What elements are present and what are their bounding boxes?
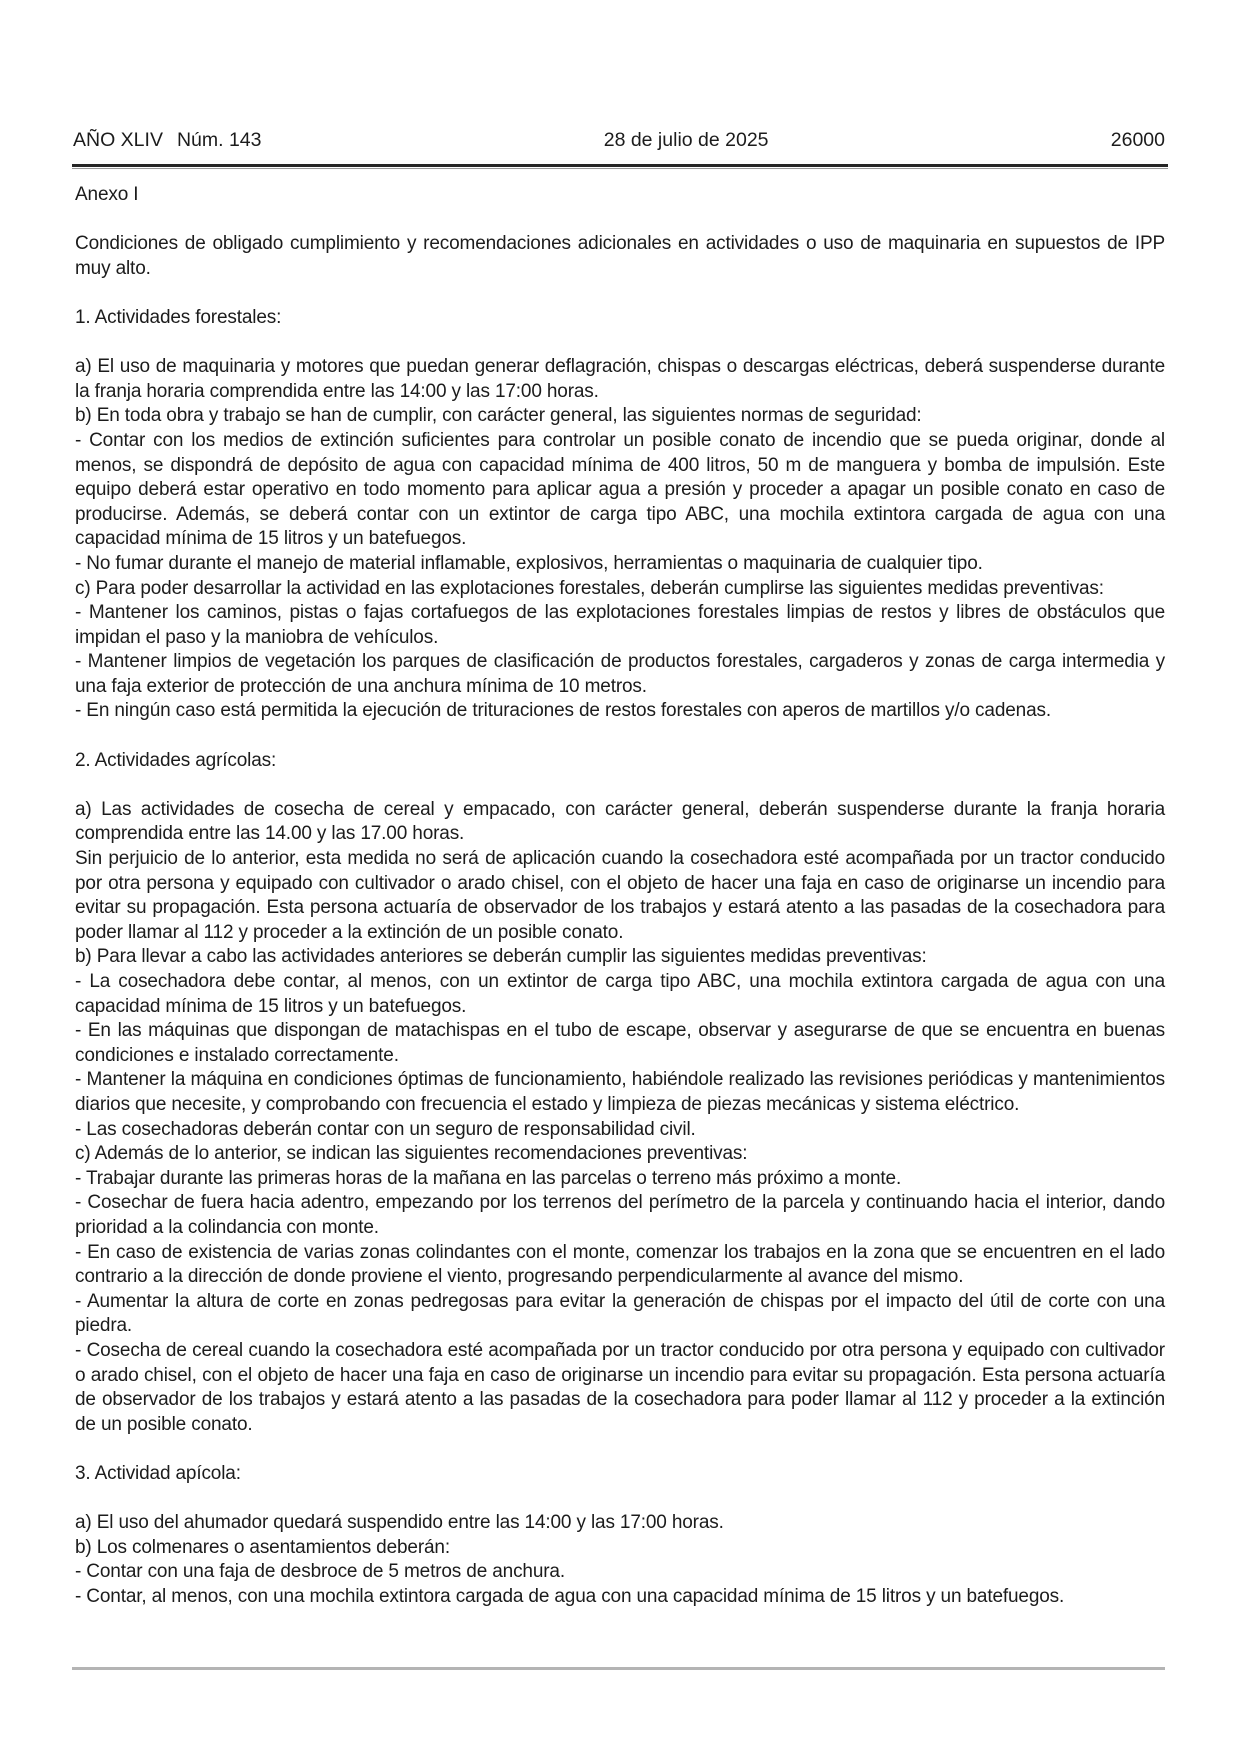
header-rule [72, 164, 1168, 169]
section-heading: 3. Actividad apícola: [75, 1462, 241, 1484]
paragraph: Condiciones de obligado cumplimiento y recomendaciones adicionales en actividades o uso de maquinaria en supuestos de IPP muy alto. [75, 233, 1165, 279]
paragraph: b) Los colmenares o asentamientos deberán: [75, 1536, 450, 1558]
paragraph: Sin perjuicio de lo anterior, esta medida no será de aplicación cuando la cosechadora esté acompañada por un tractor conducido por otra persona y equipado con cultivador o arado chisel, con el objeto de hacer una faja en caso de originarse un incendio para evitar su propagación. Esta persona actuaría de observador de los trabajos y estará atento a las pasadas de la cosechadora para poder llamar al 112 y proceder a la extinción de un posible conato. [75, 848, 1165, 943]
section-heading: 2. Actividades agrícolas: [75, 749, 277, 771]
paragraph: - Cosecha de cereal cuando la cosechadora esté acompañada por un tractor conducido por otra persona y equipado con cultivador o arado chisel, con el objeto de hacer una faja en caso de originarse un incendio para evitar su propagación. Esta persona actuaría de observador de los trabajos y estará atento a las pasadas de la cosechadora para poder llamar al 112 y proceder a la extinción de un posible conato. [75, 1339, 1165, 1435]
paragraph: a) Las actividades de cosecha de cereal y empacado, con carácter general, deberán suspenderse durante la franja horaria comprendida entre las 14.00 y las 17.00 horas. [75, 798, 1165, 845]
footer-rule [72, 1667, 1165, 1670]
paragraph: - Mantener los caminos, pistas o fajas cortafuegos de las explotaciones forestales limpias de restos y libres de obstáculos que impidan el paso y la maniobra de vehículos. [75, 602, 1165, 648]
paragraph: - En ningún caso está permitida la ejecución de trituraciones de restos forestales con aperos de martillos y/o cadenas. [75, 700, 1051, 722]
paragraph: - Contar con una faja de desbroce de 5 metros de anchura. [75, 1561, 565, 1583]
document-body [75, 183, 1165, 1609]
paragraph: - Contar con los medios de extinción suficientes para controlar un posible conato de incendio que se pueda originar, donde al menos, se dispondrá de depósito de agua con capacidad mínima de 400 litros, 50 m de manguera y bomba de impulsión. Este equipo deberá estar operativo en todo momento para aplicar agua a presión y proceder a apagar un posible conato en caso de producirse. Además, se deberá contar con un extintor de carga tipo ABC, una mochila extintora cargada de agua con una capacidad mínima de 15 litros y un batefuegos. [75, 429, 1165, 550]
header-issue-number: Núm. 143 [176, 129, 262, 151]
header-page-number: 26000 [1110, 129, 1165, 151]
paragraph: b) En toda obra y trabajo se han de cumplir, con carácter general, las siguientes normas de seguridad: [75, 405, 922, 427]
paragraph: - Mantener limpios de vegetación los parques de clasificación de productos forestales, cargaderos y zonas de carga intermedia y una faja exterior de protección de una anchura mínima de 10 metros. [75, 651, 1165, 697]
paragraph: - En caso de existencia de varias zonas colindantes con el monte, comenzar los trabajos en la zona que se encuentren en el lado contrario a la dirección de donde proviene el viento, progresando perpendicularmente al avance del mismo. [75, 1241, 1165, 1288]
paragraph: b) Para llevar a cabo las actividades anteriores se deberán cumplir las siguientes medidas preventivas: [75, 946, 927, 968]
paragraph: - La cosechadora debe contar, al menos, con un extintor de carga tipo ABC, una mochila extintora cargada de agua con una capacidad mínima de 15 litros y un batefuegos. [75, 971, 1165, 1017]
page-header [0, 0, 1240, 151]
header-date: 28 de julio de 2025 [603, 129, 769, 151]
paragraph: c) Para poder desarrollar la actividad en las explotaciones forestales, deberán cumplirse las siguientes medidas preventivas: [75, 577, 1104, 599]
paragraph: - Aumentar la altura de corte en zonas pedregosas para evitar la generación de chispas por el impacto del útil de corte con una piedra. [75, 1290, 1165, 1337]
paragraph: c) Además de lo anterior, se indican las siguientes recomendaciones preventivas: [75, 1143, 748, 1165]
section-heading: 1. Actividades forestales: [75, 306, 282, 328]
paragraph: - En las máquinas que dispongan de matachispas en el tubo de escape, observar y asegurarse de que se encuentra en buenas condiciones e instalado correctamente. [75, 1020, 1165, 1066]
paragraph: - No fumar durante el manejo de material inflamable, explosivos, herramientas o maquinaria de cualquier tipo. [75, 552, 983, 574]
paragraph: - Contar, al menos, con una mochila extintora cargada de agua con una capacidad mínima de 15 litros y un batefuegos. [75, 1585, 1065, 1607]
section-heading: Anexo I [75, 184, 139, 205]
paragraph: a) El uso de maquinaria y motores que puedan generar deflagración, chispas o descargas eléctricas, deberá suspenderse durante la franja horaria comprendida entre las 14:00 y las 17:00 horas. [75, 356, 1165, 402]
paragraph: - Las cosechadoras deberán contar con un seguro de responsabilidad civil. [75, 1118, 696, 1140]
header-left-group [73, 129, 262, 151]
paragraph: - Trabajar durante las primeras horas de la mañana en las parcelas o terreno más próximo a monte. [75, 1167, 902, 1189]
paragraph: - Cosechar de fuera hacia adentro, empezando por los terrenos del perímetro de la parcela y continuando hacia el interior, dando prioridad a la colindancia con monte. [75, 1192, 1165, 1238]
paragraph: - Mantener la máquina en condiciones óptimas de funcionamiento, habiéndole realizado las revisiones periódicas y mantenimientos diarios que necesite, y comprobando con frecuencia el estado y limpieza de piezas mecánicas y sistema eléctrico. [75, 1069, 1165, 1115]
header-edition: AÑO XLIV [73, 129, 163, 151]
paragraph: a) El uso del ahumador quedará suspendido entre las 14:00 y las 17:00 horas. [75, 1512, 724, 1534]
